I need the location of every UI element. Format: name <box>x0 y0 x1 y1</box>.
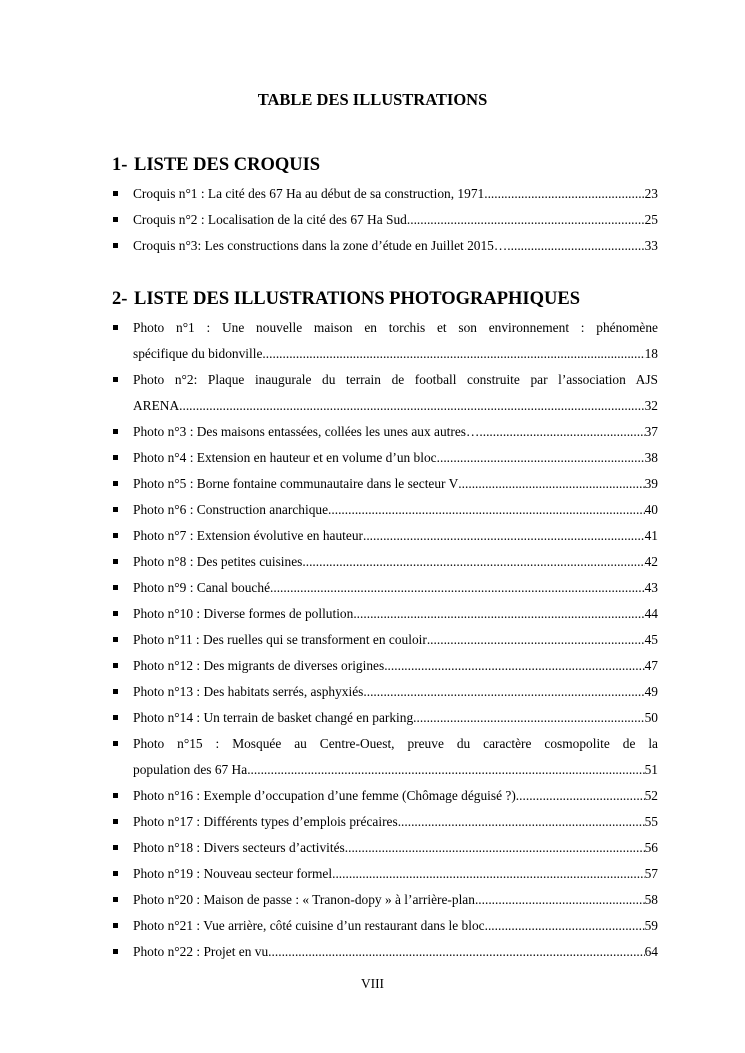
dot-leader <box>179 393 644 419</box>
bullet-icon <box>113 507 118 512</box>
bullet-icon <box>113 871 118 876</box>
toc-entry-text: Photo n°20 : Maison de passe : « Tranon-dopy » à l’arrière-plan <box>133 892 475 907</box>
toc-entry <box>113 575 658 601</box>
bullet-icon <box>113 897 118 902</box>
toc-entry <box>113 181 658 207</box>
page-ref: 64 <box>644 944 658 959</box>
toc-entry-text: Photo n°17 : Différents types d’emplois précaires <box>133 814 398 829</box>
toc-entry <box>113 679 658 705</box>
page-ref: 38 <box>644 450 658 465</box>
dot-leader <box>363 679 644 705</box>
dot-leader <box>407 207 645 233</box>
bullet-icon <box>113 217 118 222</box>
dot-leader <box>458 471 644 497</box>
toc-entry <box>113 627 658 653</box>
bullet-icon <box>113 585 118 590</box>
toc-entry-text: Photo n°5 : Borne fontaine communautaire dans le secteur V <box>133 476 459 491</box>
page-ref: 59 <box>644 918 658 933</box>
bullet-icon <box>113 689 118 694</box>
dot-leader <box>485 913 645 939</box>
section-heading-croquis <box>112 155 320 176</box>
page-ref: 51 <box>644 762 658 777</box>
page-ref: 25 <box>644 212 658 227</box>
toc-entry-text: Croquis n°3: Les constructions dans la zone d’étude en Juillet 2015… <box>133 238 508 253</box>
section-number: 1- <box>112 155 128 175</box>
bullet-icon <box>113 819 118 824</box>
page-ref: 50 <box>644 710 658 725</box>
dot-leader <box>363 523 645 549</box>
toc-entry-text: Photo n°3 : Des maisons entassées, collées les unes aux autres… <box>133 424 480 439</box>
dot-leader <box>353 601 644 627</box>
section-title: LISTE DES CROQUIS <box>134 155 321 175</box>
dot-leader <box>484 181 644 207</box>
toc-entry-text: Photo n°21 : Vue arrière, côté cuisine d’un restaurant dans le bloc <box>133 918 485 933</box>
page-ref: 45 <box>644 632 658 647</box>
toc-entry-text: Photo n°12 : Des migrants de diverses origines <box>133 658 385 673</box>
dot-leader <box>247 757 644 783</box>
toc-entry <box>113 835 658 861</box>
dot-leader <box>479 419 644 445</box>
page-ref: 18 <box>644 346 658 361</box>
bullet-icon <box>113 377 118 382</box>
bullet-icon <box>113 191 118 196</box>
toc-entry-text-continued: spécifique du bidonville <box>133 346 263 361</box>
toc-entry <box>113 939 658 965</box>
bullet-icon <box>113 637 118 642</box>
page-ref: 42 <box>644 554 658 569</box>
page-ref: 44 <box>644 606 658 621</box>
dot-leader <box>384 653 644 679</box>
toc-entry-text: Photo n°22 : Projet en vu <box>133 944 269 959</box>
page-ref: 39 <box>644 476 658 491</box>
page-number: VIII <box>360 976 385 991</box>
page-ref: 43 <box>644 580 658 595</box>
page-title: TABLE DES ILLUSTRATIONS <box>257 90 488 109</box>
toc-entry <box>113 653 658 679</box>
page-ref: 23 <box>644 186 658 201</box>
page-ref: 55 <box>644 814 658 829</box>
dot-leader <box>332 861 645 887</box>
bullet-icon <box>113 793 118 798</box>
toc-entry <box>113 809 658 835</box>
section-heading-photos <box>112 289 580 310</box>
dot-leader <box>302 549 644 575</box>
toc-entry <box>113 315 658 367</box>
toc-entry <box>113 207 658 233</box>
toc-entry-text: Photo n°11 : Des ruelles qui se transforment en couloir <box>133 632 427 647</box>
bullet-icon <box>113 923 118 928</box>
page-ref: 49 <box>644 684 658 699</box>
toc-entry <box>113 705 658 731</box>
dot-leader <box>437 445 645 471</box>
toc-entry-text: Photo n°19 : Nouveau secteur formel <box>133 866 333 881</box>
page-ref: 58 <box>644 892 658 907</box>
bullet-icon <box>113 325 118 330</box>
toc-entry-text: Photo n°2: Plaque inaugurale du terrain de football construite par l’association AJS <box>133 372 658 387</box>
bullet-icon <box>113 663 118 668</box>
toc-entry-text: Photo n°14 : Un terrain de basket changé en parking <box>133 710 414 725</box>
bullet-icon <box>113 559 118 564</box>
dot-leader <box>413 705 644 731</box>
section-title: LISTE DES ILLUSTRATIONS PHOTOGRAPHIQUES <box>134 289 581 309</box>
toc-entry-text: Photo n°6 : Construction anarchique <box>133 502 329 517</box>
page-ref: 33 <box>644 238 658 253</box>
toc-entry <box>113 419 658 445</box>
toc-entry-text: Croquis n°1 : La cité des 67 Ha au début de sa construction, 1971 <box>133 186 485 201</box>
bullet-icon <box>113 533 118 538</box>
bullet-icon <box>113 429 118 434</box>
toc-entry-text: Photo n°13 : Des habitats serrés, asphyxiés <box>133 684 364 699</box>
toc-entry-text: Photo n°4 : Extension en hauteur et en volume d’un bloc <box>133 450 437 465</box>
toc-entry-text: Photo n°16 : Exemple d’occupation d’une femme (Chômage déguisé ?) <box>133 788 516 803</box>
toc-entry-text-continued: ARENA <box>133 398 180 413</box>
bullet-icon <box>113 949 118 954</box>
dot-leader <box>516 783 645 809</box>
page-ref: 32 <box>644 398 658 413</box>
toc-entry-text: Photo n°10 : Diverse formes de pollution <box>133 606 354 621</box>
page-ref: 52 <box>644 788 658 803</box>
dot-leader <box>398 809 645 835</box>
dot-leader <box>507 233 644 259</box>
bullet-icon <box>113 845 118 850</box>
toc-entry-text: Croquis n°2 : Localisation de la cité des 67 Ha Sud <box>133 212 407 227</box>
page-ref: 56 <box>644 840 658 855</box>
toc-entry <box>113 445 658 471</box>
dot-leader <box>268 939 644 965</box>
bullet-icon <box>113 243 118 248</box>
toc-entry <box>113 549 658 575</box>
page-ref: 47 <box>644 658 658 673</box>
toc-entry-text: Photo n°1 : Une nouvelle maison en torchis et son environnement : phénomène <box>133 320 658 335</box>
section-number: 2- <box>112 289 128 309</box>
toc-entry <box>113 887 658 913</box>
page-ref: 57 <box>644 866 658 881</box>
toc-entry <box>113 913 658 939</box>
bullet-icon <box>113 611 118 616</box>
toc-entry <box>113 367 658 419</box>
bullet-icon <box>113 481 118 486</box>
toc-entry-text: Photo n°18 : Divers secteurs d’activités <box>133 840 345 855</box>
toc-entry <box>113 731 658 783</box>
page-ref: 40 <box>644 502 658 517</box>
dot-leader <box>262 341 644 367</box>
toc-entry-text: Photo n°15 : Mosquée au Centre-Ouest, preuve du caractère cosmopolite de la <box>133 736 658 751</box>
dot-leader <box>475 887 645 913</box>
page-ref: 41 <box>644 528 658 543</box>
bullet-icon <box>113 455 118 460</box>
toc-entry-text-continued: population des 67 Ha <box>133 762 248 777</box>
toc-entry <box>113 783 658 809</box>
page-ref: 37 <box>644 424 658 439</box>
toc-entry <box>113 601 658 627</box>
toc-entry <box>113 861 658 887</box>
toc-entry-text: Photo n°9 : Canal bouché <box>133 580 271 595</box>
dot-leader <box>345 835 645 861</box>
toc-entry <box>113 471 658 497</box>
toc-entry-text: Photo n°8 : Des petites cuisines <box>133 554 303 569</box>
toc-entry-text: Photo n°7 : Extension évolutive en hauteur <box>133 528 363 543</box>
dot-leader <box>427 627 645 653</box>
toc-entry <box>113 523 658 549</box>
toc-entry <box>113 497 658 523</box>
dot-leader <box>328 497 645 523</box>
bullet-icon <box>113 715 118 720</box>
toc-entry <box>113 233 658 259</box>
dot-leader <box>270 575 645 601</box>
bullet-icon <box>113 741 118 746</box>
